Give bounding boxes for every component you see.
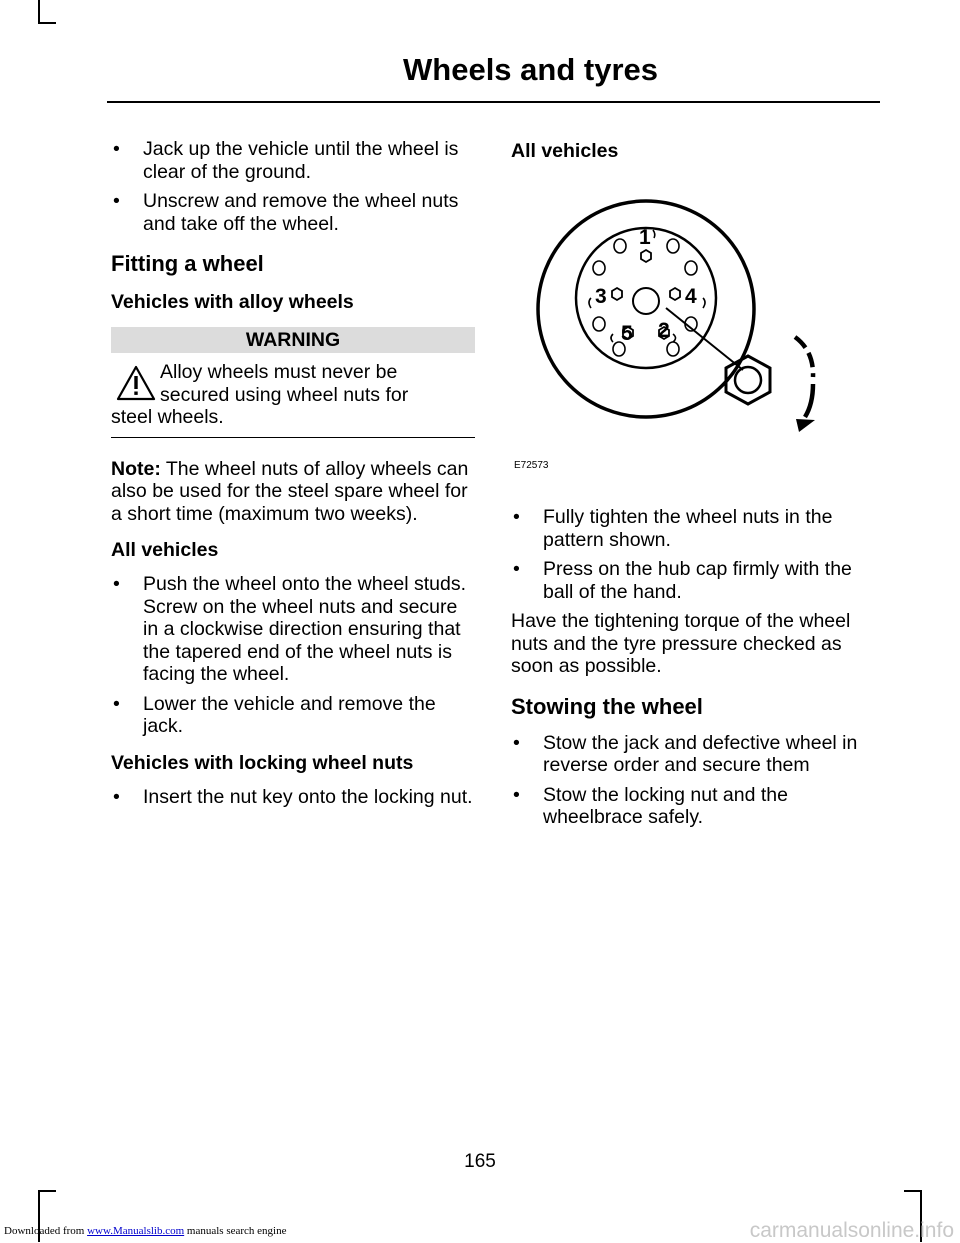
- list-item: • Stow the locking nut and the wheelbrace safely.: [513, 783, 788, 828]
- list-item: • Insert the nut key onto the locking nut.: [113, 785, 473, 808]
- page-title: Wheels and tyres: [403, 52, 658, 87]
- clockwise-arrow-icon: [795, 337, 815, 432]
- warning-text-line3: steel wheels.: [111, 406, 224, 428]
- wheel-diagram: [511, 174, 877, 490]
- list-item: • Lower the vehicle and remove the jack.: [113, 692, 436, 737]
- nut-label-4: 4: [685, 285, 697, 308]
- header-rule: [107, 101, 880, 103]
- note: [111, 458, 475, 526]
- section-heading-stowing: Stowing the wheel: [511, 693, 703, 719]
- warning-box: [111, 361, 475, 438]
- crop-mark-top-left-h: [38, 22, 56, 24]
- nut-label-1: 1: [639, 226, 651, 249]
- torque-paragraph: Have the tightening torque of the wheel nuts and the tyre pressure checked as soon as possible.: [511, 610, 851, 677]
- subheading-locking-nuts: Vehicles with locking wheel nuts: [111, 751, 414, 774]
- list-item: • Unscrew and remove the wheel nuts and take off the wheel.: [113, 190, 459, 235]
- warning-text-line2: secured using wheel nuts for: [160, 383, 409, 406]
- warning-header: WARNING: [111, 327, 475, 353]
- watermark: carmanualsonline.info: [749, 1219, 954, 1242]
- warning-text-line1: Alloy wheels must never be: [160, 361, 398, 383]
- nut-label-3: 3: [595, 285, 607, 308]
- crop-mark-bottom-right-h: [904, 1190, 922, 1192]
- crop-mark-top-left-v: [38, 0, 40, 24]
- list-item: • Stow the jack and defective wheel in reverse order and secure them: [513, 731, 858, 776]
- list-item: • Jack up the vehicle until the wheel is clear of the ground.: [113, 138, 459, 183]
- wheel-nut-pattern-figure: [511, 174, 877, 490]
- warning-triangle-icon: [115, 364, 157, 402]
- figure-code: E72573: [514, 460, 549, 471]
- nut-label-2: 2: [658, 319, 670, 342]
- list-item: • Press on the hub cap firmly with the ball of the hand.: [513, 558, 852, 603]
- crop-mark-bottom-left-h: [38, 1190, 56, 1192]
- subheading-all-vehicles-right: All vehicles: [511, 140, 619, 162]
- note-text: The wheel nuts of alloy wheels can also be used for the steel spare wheel for a short time (maximum two weeks).: [111, 457, 469, 525]
- subheading-all-vehicles: All vehicles: [111, 539, 219, 561]
- subheading-alloy-wheels: Vehicles with alloy wheels: [111, 291, 354, 313]
- hub-centre: [633, 288, 659, 314]
- stud-holes: [593, 239, 697, 356]
- manualslib-link[interactable]: www.Manualslib.com: [87, 1225, 185, 1237]
- download-footer: Downloaded from www.Manualslib.com manuals search engine: [4, 1225, 287, 1237]
- page-number: 165: [464, 1151, 496, 1172]
- note-label: Note:: [111, 457, 161, 480]
- section-heading-fitting: Fitting a wheel: [111, 251, 264, 276]
- nut-label-5: 5: [621, 322, 633, 345]
- list-item: • Fully tighten the wheel nuts in the pattern shown.: [513, 506, 833, 551]
- enlarged-nut: [726, 356, 770, 404]
- list-item: • Push the wheel onto the wheel studs. Screw on the wheel nuts and secure in a clockwise direction ensuring that the tapered end of the wheel nuts is facing the wheel.: [113, 573, 467, 685]
- left-column: [111, 138, 475, 815]
- right-column: [511, 138, 877, 836]
